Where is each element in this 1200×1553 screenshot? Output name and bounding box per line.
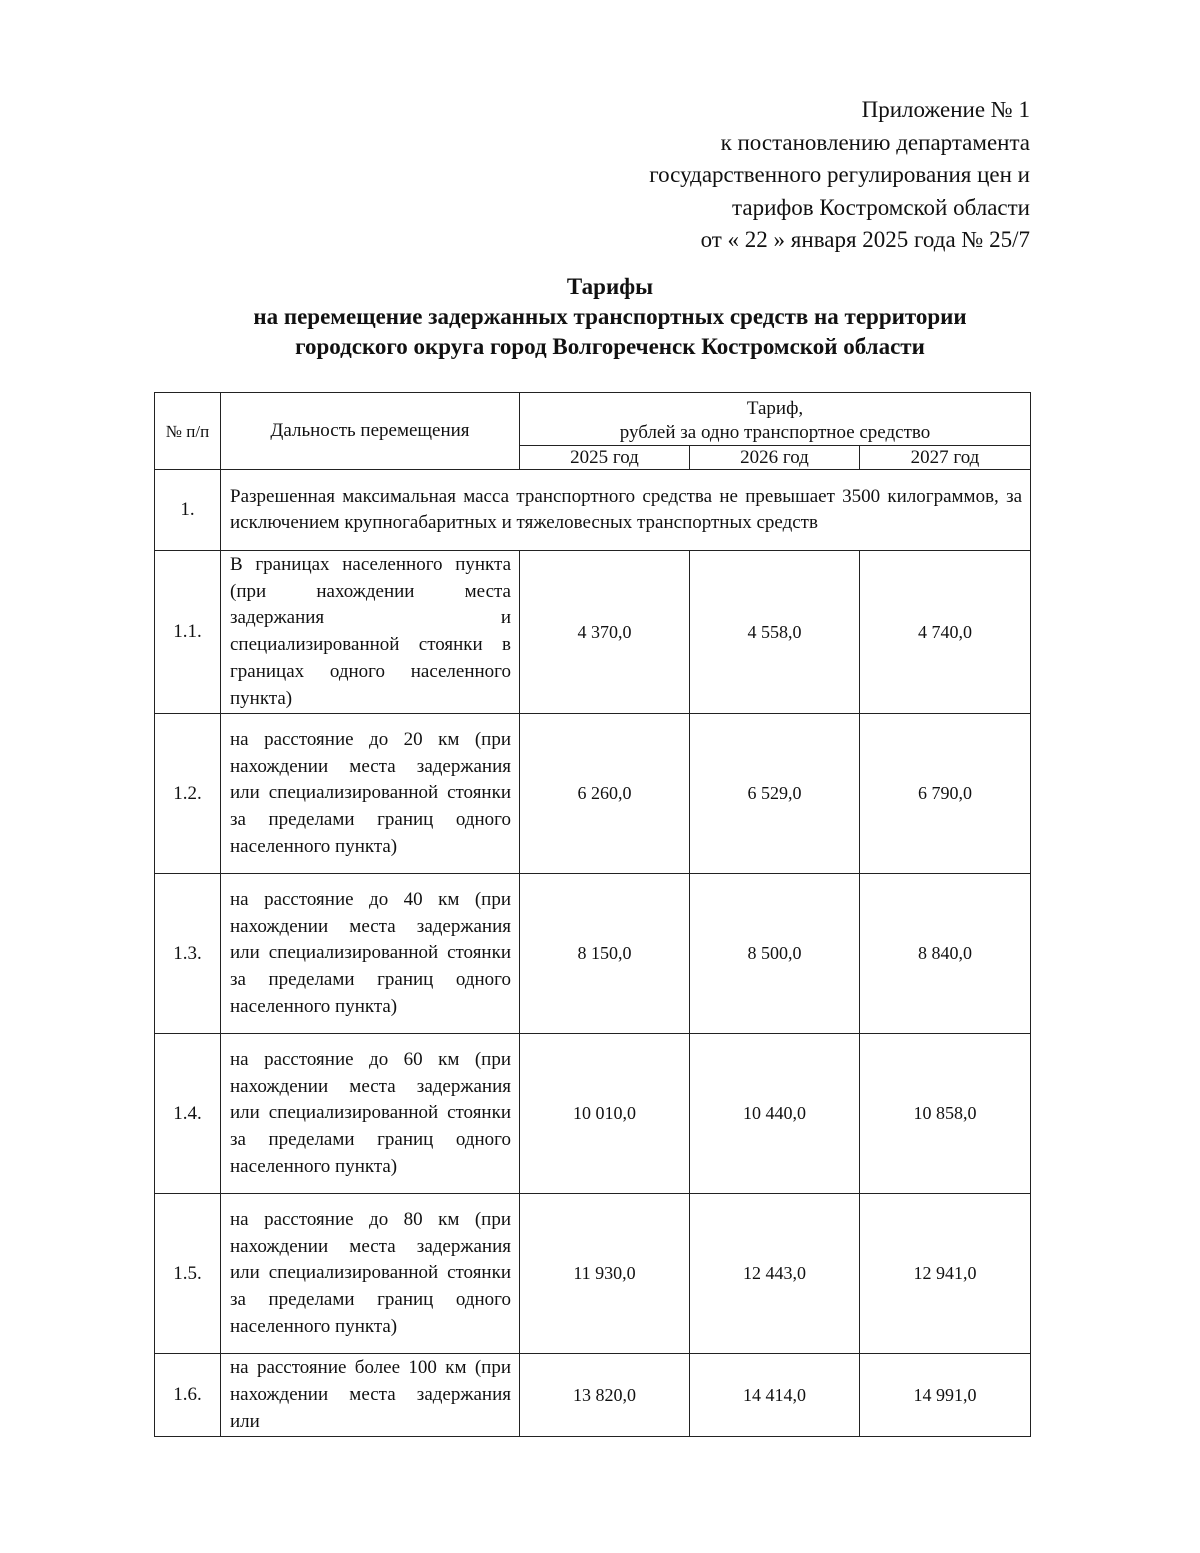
annex-line-4: тарифов Костромской области	[732, 194, 1030, 220]
tariffs-table	[154, 392, 1031, 1437]
table-row	[155, 1354, 1031, 1437]
row-num: 1.2.	[155, 714, 221, 874]
table-row-group	[155, 470, 1031, 551]
row-value-2027: 4 740,0	[860, 551, 1031, 714]
header-tariff-line-2: рублей за одно транспортное средство	[619, 421, 931, 443]
row-value-2027: 14 991,0	[860, 1354, 1031, 1437]
row-value-2025: 8 150,0	[520, 874, 690, 1034]
title-line-1: Тарифы	[566, 274, 654, 299]
row-distance: на расстояние до 60 км (при нахождении места задержания или специализированной стоянки за пределами границ одного населенного пункта)	[221, 1034, 520, 1194]
title-line-2: на перемещение задержанных транспортных средств на территории	[253, 304, 967, 329]
row-value-2026: 4 558,0	[690, 551, 860, 714]
header-year-2025: 2025 год	[520, 446, 690, 470]
row-num: 1.4.	[155, 1034, 221, 1194]
table-row	[155, 551, 1031, 714]
row-value-2027: 8 840,0	[860, 874, 1031, 1034]
row-value-2026: 12 443,0	[690, 1194, 860, 1354]
annex-line-1: Приложение № 1	[861, 97, 1030, 122]
header-year-2027: 2027 год	[860, 446, 1031, 470]
row-value-2027: 10 858,0	[860, 1034, 1031, 1194]
table-row	[155, 1034, 1031, 1194]
row-distance: В границах населенного пункта (при нахождении места задержания и специализированной стоянки в границах одного населенного пункта)	[221, 551, 520, 714]
table-row	[155, 1194, 1031, 1354]
row-num: 1.1.	[155, 551, 221, 714]
annex-block	[510, 94, 1030, 257]
header-num: № п/п	[155, 393, 221, 470]
row-value-2027: 12 941,0	[860, 1194, 1031, 1354]
header-distance: Дальность перемещения	[221, 393, 520, 470]
row-value-2025: 13 820,0	[520, 1354, 690, 1437]
row-value-2025: 11 930,0	[520, 1194, 690, 1354]
header-year-2026: 2026 год	[690, 446, 860, 470]
row-distance: на расстояние до 80 км (при нахождении места задержания или специализированной стоянки за пределами границ одного населенного пункта)	[221, 1194, 520, 1354]
row-value-2025: 10 010,0	[520, 1034, 690, 1194]
document-title	[150, 272, 1070, 362]
table-row	[155, 874, 1031, 1034]
annex-line-2: к постановлению департамента	[720, 129, 1030, 155]
group-text: Разрешенная максимальная масса транспортного средства не превышает 3500 килограммов, за исключением крупногабаритных и тяжеловесных транспортных средств	[221, 470, 1031, 551]
annex-line-3: государственного регулирования цен и	[649, 162, 1030, 187]
row-value-2025: 6 260,0	[520, 714, 690, 874]
row-distance: на расстояние до 20 км (при нахождении места задержания или специализированной стоянки за пределами границ одного населенного пункта)	[221, 714, 520, 874]
row-value-2026: 8 500,0	[690, 874, 860, 1034]
row-value-2026: 14 414,0	[690, 1354, 860, 1437]
row-num: 1.5.	[155, 1194, 221, 1354]
title-line-3: городского округа город Волгореченск Костромской области	[295, 334, 925, 359]
row-value-2027: 6 790,0	[860, 714, 1031, 874]
row-value-2026: 10 440,0	[690, 1034, 860, 1194]
row-distance: на расстояние более 100 км (при нахождении места задержания или	[221, 1354, 520, 1437]
header-tariff	[520, 393, 1031, 446]
row-value-2026: 6 529,0	[690, 714, 860, 874]
table-row	[155, 714, 1031, 874]
row-value-2025: 4 370,0	[520, 551, 690, 714]
row-num: 1.3.	[155, 874, 221, 1034]
annex-line-5: от « 22 » января 2025 года № 25/7	[700, 227, 1030, 252]
row-num: 1.6.	[155, 1354, 221, 1437]
header-tariff-line-1: Тариф,	[746, 397, 804, 419]
row-distance: на расстояние до 40 км (при нахождении места задержания или специализированной стоянки за пределами границ одного населенного пункта)	[221, 874, 520, 1034]
group-num: 1.	[155, 470, 221, 551]
